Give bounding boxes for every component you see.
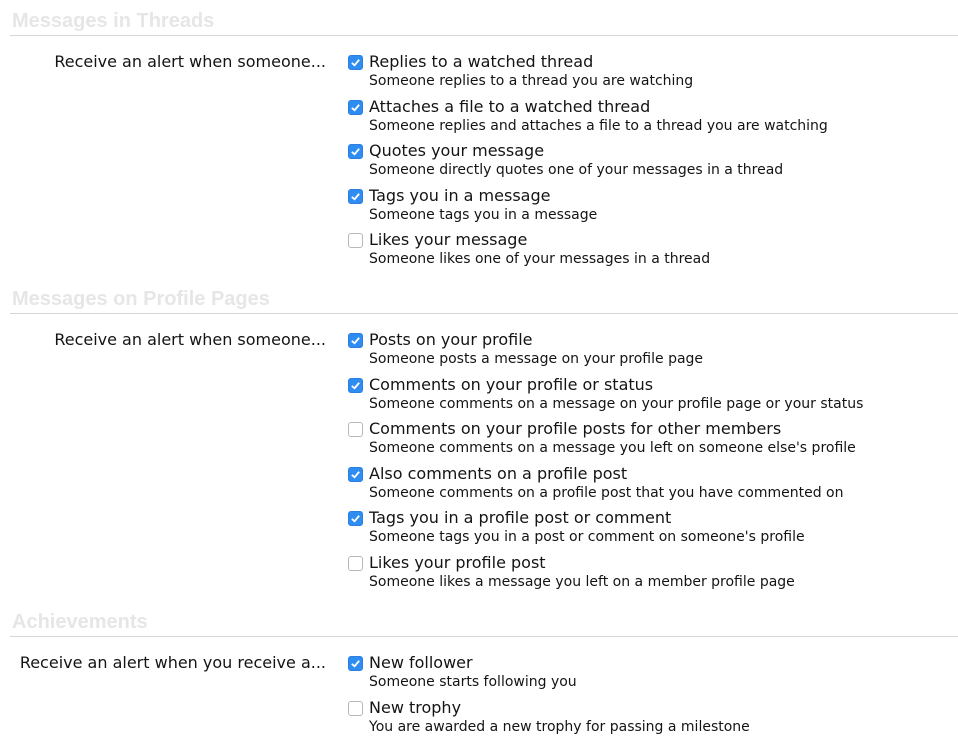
checkbox[interactable] <box>348 333 363 348</box>
checkbox[interactable] <box>348 233 363 248</box>
check-icon <box>350 380 361 391</box>
option-quotes-message[interactable] <box>348 141 928 186</box>
option-description: Someone posts a message on your profile page <box>369 351 704 367</box>
check-icon <box>350 658 361 669</box>
check-icon <box>350 513 361 524</box>
option-list <box>328 653 928 742</box>
option-posts-on-profile[interactable] <box>348 330 928 375</box>
option-list <box>328 52 928 278</box>
option-tags-message[interactable] <box>348 186 928 231</box>
option-description: Someone comments on a message you left on someone else's profile <box>369 440 856 457</box>
section-label: Receive an alert when someone... <box>54 330 326 349</box>
section-label: Receive an alert when you receive a... <box>19 653 326 672</box>
option-title: Posts on your profile <box>369 330 533 349</box>
option-description: Someone tags you in a post or comment on someone's profile <box>369 529 805 546</box>
checkbox[interactable] <box>348 378 363 393</box>
option-new-trophy[interactable] <box>348 698 928 743</box>
checkbox[interactable] <box>348 144 363 159</box>
check-icon <box>350 146 361 157</box>
option-comments-profile-status[interactable] <box>348 375 928 420</box>
option-title: Comments on your profile posts for other members <box>369 419 782 439</box>
option-title: Tags you in a message <box>369 185 551 205</box>
option-description: Someone replies to a thread you are watching <box>369 73 694 89</box>
section-achievements <box>10 601 958 742</box>
option-title: Likes your profile post <box>369 552 546 572</box>
section-title: Messages on Profile Pages <box>10 278 958 314</box>
option-new-follower[interactable] <box>348 653 928 698</box>
section-messages-in-threads <box>10 0 958 278</box>
option-description: Someone comments on a message on your profile page or your status <box>369 395 864 412</box>
option-also-comments-profile-post[interactable] <box>348 464 928 509</box>
option-title: New trophy <box>369 697 462 717</box>
checkbox[interactable] <box>348 100 363 115</box>
checkbox[interactable] <box>348 556 363 571</box>
section-label: Receive an alert when someone... <box>54 52 326 71</box>
check-icon <box>350 102 361 113</box>
checkbox[interactable] <box>348 511 363 526</box>
checkbox[interactable] <box>348 656 363 671</box>
option-title: New follower <box>369 653 473 672</box>
option-title: Also comments on a profile post <box>369 463 628 483</box>
checkbox[interactable] <box>348 467 363 482</box>
option-list <box>328 330 928 601</box>
check-icon <box>350 57 361 68</box>
option-title: Tags you in a profile post or comment <box>369 508 672 528</box>
section-title: Messages in Threads <box>10 0 958 36</box>
option-likes-profile-post[interactable] <box>348 553 928 598</box>
option-title: Likes your message <box>369 230 528 250</box>
option-title: Quotes your message <box>369 141 545 161</box>
option-title: Comments on your profile or status <box>369 374 654 394</box>
option-likes-message[interactable] <box>348 230 928 275</box>
option-description: Someone comments on a profile post that you have commented on <box>369 484 844 501</box>
section-title: Achievements <box>10 601 958 637</box>
check-icon <box>350 335 361 346</box>
option-comments-profile-posts-others[interactable] <box>348 419 928 464</box>
checkbox[interactable] <box>348 422 363 437</box>
section-messages-on-profile-pages <box>10 278 958 601</box>
option-description: Someone directly quotes one of your messages in a thread <box>369 162 784 179</box>
checkbox[interactable] <box>348 701 363 716</box>
option-description: Someone likes a message you left on a member profile page <box>369 573 795 590</box>
option-description: You are awarded a new trophy for passing a milestone <box>369 718 750 735</box>
check-icon <box>350 469 361 480</box>
option-description: Someone replies and attaches a file to a thread you are watching <box>369 117 828 134</box>
option-description: Someone likes one of your messages in a thread <box>369 251 711 268</box>
option-description: Someone starts following you <box>369 674 577 690</box>
option-replies-watched-thread[interactable] <box>348 52 928 97</box>
check-icon <box>350 191 361 202</box>
option-title: Attaches a file to a watched thread <box>369 96 651 116</box>
checkbox[interactable] <box>348 189 363 204</box>
checkbox[interactable] <box>348 55 363 70</box>
option-tags-profile-post[interactable] <box>348 508 928 553</box>
option-title: Replies to a watched thread <box>369 52 594 71</box>
option-description: Someone tags you in a message <box>369 206 598 223</box>
option-attaches-file[interactable] <box>348 97 928 142</box>
